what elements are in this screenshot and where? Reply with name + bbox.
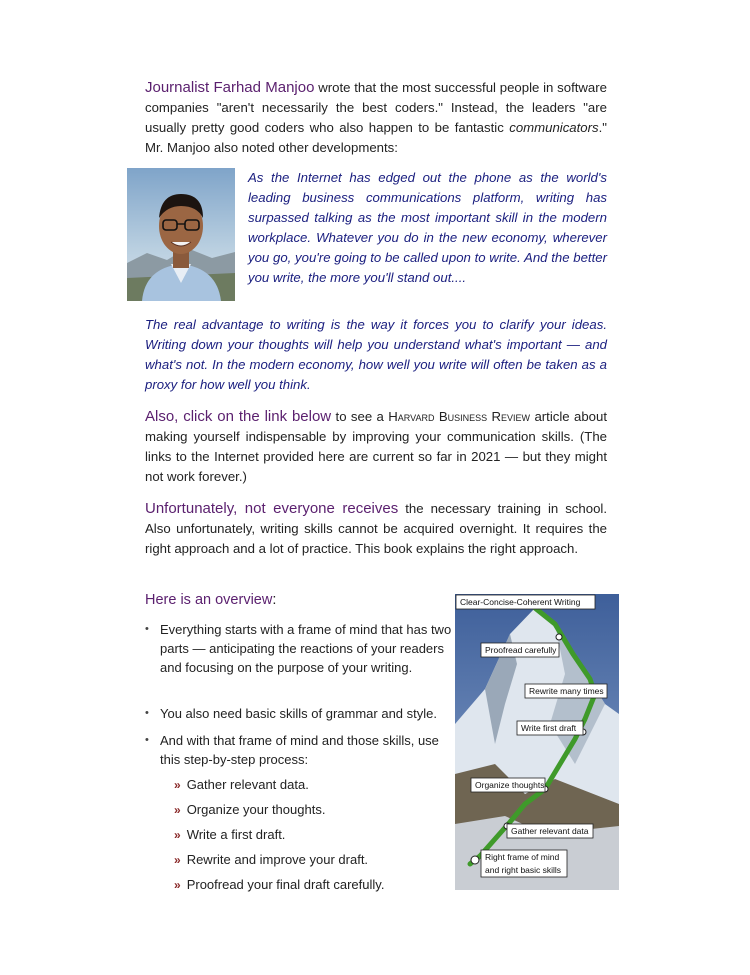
step-item — [174, 800, 444, 820]
trail-start — [471, 856, 479, 864]
trail-point — [556, 634, 562, 640]
arrow-icon: » — [174, 853, 181, 867]
manjoo-link[interactable]: Journalist Farhad Manjoo — [145, 79, 315, 96]
intro-text-end: ." Mr. Manjoo also noted other developments: — [145, 120, 607, 155]
intro-text: wrote that the most successful people in software companies "aren't necessarily the best coders." Instead, the leaders "are usually pretty good coders who also happen to be fantastic — [145, 80, 607, 135]
training-paragraph — [145, 499, 607, 559]
bullet-dot: • — [145, 707, 149, 719]
stage-label: Gather relevant data — [511, 826, 589, 836]
hbr-paragraph — [145, 407, 607, 487]
manjoo-photo — [127, 168, 235, 301]
hbr-source: Harvard Business Review — [388, 409, 531, 424]
list-item-text: Everything starts with a frame of mind that has two parts — anticipating the reactions of your readers and focusing on the purpose of your writing. — [160, 622, 452, 675]
step-item — [174, 850, 444, 870]
stage-label: Rewrite many times — [529, 686, 604, 696]
communicators-emphasis: communicators — [509, 120, 599, 135]
portrait-image — [127, 168, 235, 301]
training-lead: Unfortunately, not everyone receives — [145, 500, 399, 517]
bullet-dot: • — [145, 734, 149, 746]
arrow-icon: » — [174, 878, 181, 892]
step-text: Write a first draft. — [186, 827, 286, 842]
overview-colon: : — [272, 592, 277, 608]
base-label-line2: and right basic skills — [485, 865, 562, 875]
arrow-icon: » — [174, 778, 181, 792]
quote-block-2: The real advantage to writing is the way it forces you to clarify your ideas. Writing down your thoughts will help you understand what's important — and what's not. In the modern economy, how well you write will often be taken as a proxy for how well you think. — [145, 317, 607, 392]
base-label-line1: Right frame of mind — [485, 852, 560, 862]
step-item — [174, 825, 444, 845]
step-text: Rewrite and improve your draft. — [186, 852, 369, 867]
bullet-dot: • — [145, 623, 149, 635]
summit-label: Clear-Concise-Coherent Writing — [460, 597, 581, 607]
step-text: Organize your thoughts. — [186, 802, 326, 817]
training-text: the necessary training in school. Also unfortunately, writing skills cannot be acquired overnight. It requires the right approach and a lot of practice. This book explains the right approach. — [145, 501, 607, 556]
step-item — [174, 875, 444, 895]
arrow-icon: » — [174, 828, 181, 842]
stage-label: Organize thoughts — [475, 780, 545, 790]
hbr-link[interactable]: Also, click on the link below — [145, 408, 332, 425]
list-item-text: You also need basic skills of grammar and style. — [160, 706, 437, 721]
step-text: Gather relevant data. — [186, 777, 309, 792]
overview-heading — [145, 592, 276, 608]
step-text: Proofread your final draft carefully. — [186, 877, 385, 892]
writing-mountain-diagram — [455, 594, 619, 890]
hbr-text: to see a — [331, 409, 389, 424]
intro-paragraph — [145, 78, 607, 158]
stage-label: Write first draft — [521, 723, 577, 733]
stage-label: Proofread carefully — [485, 645, 557, 655]
quote-block-1: As the Internet has edged out the phone as the world's leading business communications platform, writing has surpassed talking as the most important skill in the modern workplace. Whatever you do in the new economy, wherever you go, you're going to be called upon to write. And the better you write, the more you'll stand out.... — [248, 170, 607, 285]
arrow-icon: » — [174, 803, 181, 817]
step-item — [174, 775, 444, 795]
list-item-text: And with that frame of mind and those skills, use this step-by-step process: — [160, 733, 439, 767]
hbr-text-end: article about making yourself indispensable by improving your communication skills. (The links to the Internet provided here are current so far in 2021 — but they might not work forever.) — [145, 409, 607, 484]
overview-title: Here is an overview — [145, 592, 273, 608]
